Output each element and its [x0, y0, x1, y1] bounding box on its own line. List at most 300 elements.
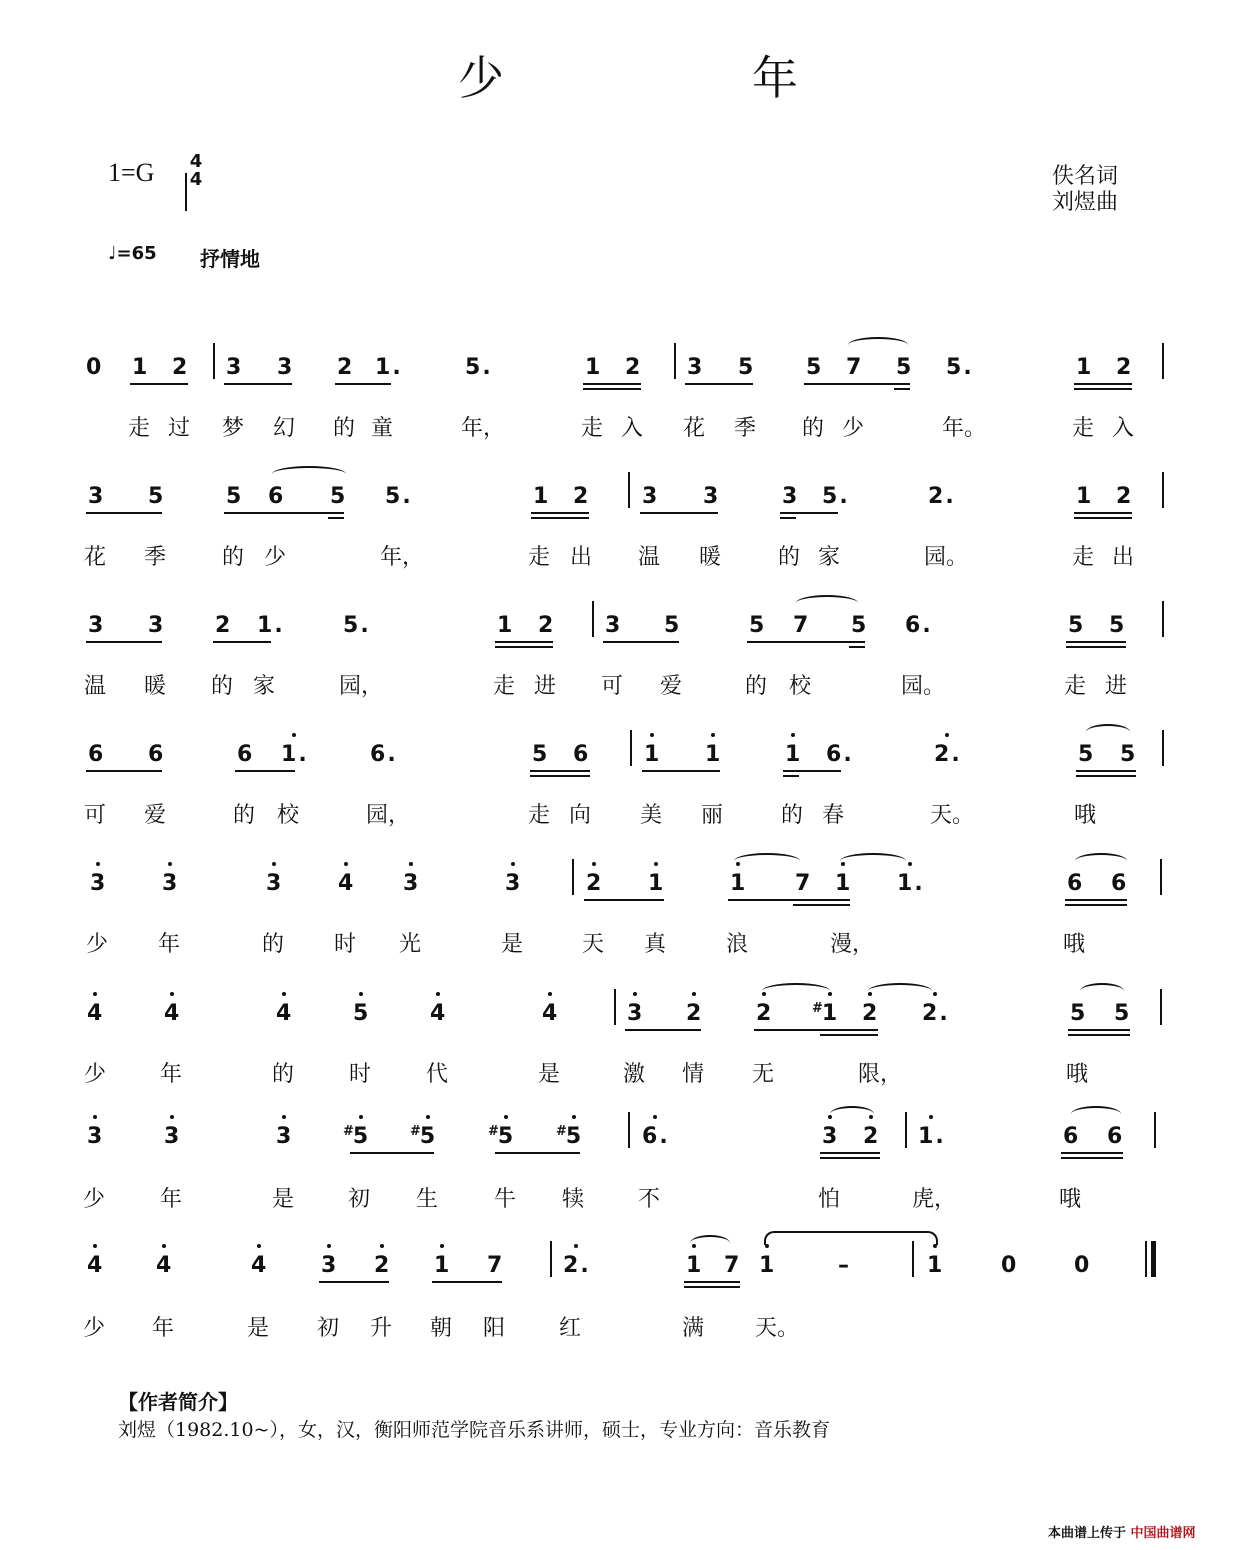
- beam: [783, 770, 841, 772]
- note: 5: [806, 355, 822, 380]
- note: 3: [403, 871, 418, 896]
- song-title: [0, 42, 1240, 112]
- note: 1: [759, 1253, 774, 1278]
- beam: [754, 1029, 878, 1031]
- beam: [350, 1152, 434, 1154]
- note: 3: [627, 1001, 642, 1026]
- lyric: 的: [272, 1062, 295, 1087]
- note: 5: [532, 742, 548, 767]
- note: 2.: [563, 1253, 589, 1278]
- beam: [603, 641, 679, 643]
- beam: [432, 1281, 502, 1283]
- lyric: 真: [644, 932, 667, 957]
- octave-dot: [436, 992, 440, 996]
- slur: [796, 595, 858, 611]
- bar-line: [1162, 343, 1164, 379]
- note: 1: [644, 742, 659, 767]
- beam: [1068, 1034, 1130, 1036]
- beam: [1065, 904, 1127, 906]
- beam: [685, 383, 753, 385]
- note: 6.: [370, 742, 396, 767]
- lyric: 少: [86, 932, 109, 957]
- lyric: 年: [158, 932, 181, 957]
- note: 6: [1111, 871, 1127, 896]
- note: 1: [533, 484, 549, 509]
- sharp-sign: #: [812, 1001, 823, 1016]
- lyric: 年。: [942, 416, 987, 441]
- bar-line: [572, 859, 574, 895]
- octave-dot: [440, 1244, 444, 1248]
- slur: [734, 853, 800, 869]
- lyric: 花: [683, 416, 706, 441]
- note: 4: [87, 1001, 102, 1026]
- about-heading: 【作者简介】: [118, 1390, 238, 1414]
- lyric: 红: [559, 1316, 582, 1341]
- beam: [1066, 646, 1126, 648]
- octave-dot: [933, 1244, 937, 1248]
- note: 1: [835, 871, 850, 896]
- lyricist-credit: 佚名词: [1052, 164, 1119, 189]
- octave-dot: [572, 1115, 576, 1119]
- note: 4: [542, 1001, 557, 1026]
- note: 7: [795, 871, 811, 896]
- note: 2.: [934, 742, 960, 767]
- slur: [1080, 983, 1124, 999]
- note: 3: [642, 484, 658, 509]
- key-signature: 1=G: [108, 158, 155, 187]
- beam: [820, 1034, 878, 1036]
- beam: [584, 899, 664, 901]
- beam: [328, 517, 344, 519]
- beam: [213, 641, 271, 643]
- lyric: 进: [534, 674, 557, 699]
- note: 2: [1116, 355, 1132, 380]
- note: 5: [226, 484, 242, 509]
- lyric: 天。: [930, 803, 975, 828]
- note: 3: [164, 1124, 179, 1149]
- octave-dot: [592, 862, 596, 866]
- octave-dot: [933, 992, 937, 996]
- beam: [319, 1281, 389, 1283]
- beam: [849, 646, 865, 648]
- note: 3: [162, 871, 177, 896]
- lyric: 走: [1072, 416, 1095, 441]
- bar-line: [1162, 601, 1164, 637]
- lyric: 园，: [366, 803, 411, 828]
- octave-dot: [282, 992, 286, 996]
- note: 5: [749, 613, 765, 638]
- credits: [1052, 164, 1118, 216]
- note: 5: [1109, 613, 1125, 638]
- bar-line: [628, 1112, 630, 1148]
- octave-dot: [380, 1244, 384, 1248]
- beam: [1074, 388, 1132, 390]
- slur: [848, 337, 908, 353]
- note: 6: [268, 484, 284, 509]
- note: # 5: [343, 1124, 368, 1149]
- beam: [820, 1152, 880, 1154]
- beam: [780, 517, 796, 519]
- lyric: 梦: [222, 416, 245, 441]
- note: 4: [430, 1001, 445, 1026]
- lyric: 少: [83, 1316, 106, 1341]
- lyric: 漫，: [830, 932, 875, 957]
- octave-dot: [633, 992, 637, 996]
- lyric: 虎，: [912, 1187, 957, 1212]
- beam: [684, 1281, 740, 1283]
- note: 1: [585, 355, 601, 380]
- note: 5.: [465, 355, 491, 380]
- lyric: 是: [538, 1062, 561, 1087]
- note: 3: [276, 1124, 291, 1149]
- note: 2.: [928, 484, 954, 509]
- note: 3: [782, 484, 798, 509]
- note: 5.: [822, 484, 848, 509]
- note: 0: [1074, 1253, 1090, 1278]
- lyric: 时: [334, 932, 357, 957]
- octave-dot: [692, 992, 696, 996]
- beam: [1061, 1157, 1123, 1159]
- bar-line: [1160, 859, 1162, 895]
- note: 6.: [905, 613, 931, 638]
- time-signature: [185, 153, 207, 189]
- lyric: 哦: [1063, 932, 1086, 957]
- note: 2: [1116, 484, 1132, 509]
- beam: [1061, 1152, 1123, 1154]
- lyric: 光: [399, 932, 422, 957]
- sharp-sign: #: [343, 1124, 354, 1139]
- note: 1: [132, 355, 148, 380]
- slur: [690, 1235, 730, 1251]
- bar-line: [628, 472, 630, 508]
- beam: [224, 383, 292, 385]
- bar-line: [912, 1241, 914, 1277]
- slur: [1075, 853, 1127, 869]
- note: 6: [237, 742, 253, 767]
- lyric: 阳: [483, 1316, 506, 1341]
- sharp-sign: #: [410, 1124, 421, 1139]
- beam: [531, 517, 589, 519]
- octave-dot: [162, 1244, 166, 1248]
- note: 3: [505, 871, 520, 896]
- note: 6.: [642, 1124, 668, 1149]
- staff-row-6: [0, 1001, 1240, 1121]
- note: # 5: [556, 1124, 581, 1149]
- time-signature-top: 4: [189, 151, 203, 172]
- note: 5: [353, 1001, 368, 1026]
- lyric: 童: [371, 416, 394, 441]
- note: 6: [88, 742, 104, 767]
- bar-line: [1162, 730, 1164, 766]
- note: 0: [1001, 1253, 1017, 1278]
- note: 2: [374, 1253, 389, 1278]
- lyric: 情: [682, 1062, 705, 1087]
- lyric: 初: [348, 1187, 371, 1212]
- beam: [583, 388, 641, 390]
- note: 1: [1076, 355, 1092, 380]
- beam: [530, 775, 590, 777]
- lyric: 年，: [461, 416, 506, 441]
- slur: [830, 1106, 874, 1122]
- slur: [868, 983, 932, 999]
- lyric: 园。: [901, 674, 946, 699]
- note: 3: [822, 1124, 837, 1149]
- lyric: 爱: [144, 803, 167, 828]
- lyric: 走: [1064, 674, 1087, 699]
- lyric: 季: [144, 545, 167, 570]
- octave-dot: [791, 733, 795, 737]
- lyric: 的: [802, 416, 825, 441]
- note: 5: [738, 355, 754, 380]
- lyric: 年: [160, 1187, 183, 1212]
- note: 1.: [375, 355, 401, 380]
- staff-row-3: [0, 613, 1240, 733]
- beam: [820, 1157, 880, 1159]
- beam: [804, 383, 910, 385]
- lyric: 时: [349, 1062, 372, 1087]
- octave-dot: [653, 1115, 657, 1119]
- note: 5: [148, 484, 164, 509]
- beam: [86, 770, 162, 772]
- lyric: 是: [501, 932, 524, 957]
- note: 3: [687, 355, 703, 380]
- beam: [495, 646, 553, 648]
- note: 5: [1114, 1001, 1130, 1026]
- octave-dot: [257, 1244, 261, 1248]
- lyric: 校: [789, 674, 812, 699]
- beam: [335, 383, 391, 385]
- lyric: 少: [842, 416, 865, 441]
- staff-row-1: [0, 355, 1240, 475]
- lyric: 可: [601, 674, 624, 699]
- note: 1: [686, 1253, 701, 1278]
- note: 3: [87, 1124, 102, 1149]
- beam: [1074, 512, 1132, 514]
- lyric: 美: [640, 803, 663, 828]
- slur: [1071, 1106, 1121, 1122]
- tempo-marking: ♩=65: [108, 243, 157, 264]
- note: 2: [215, 613, 231, 638]
- slur: [840, 853, 906, 869]
- note: 3: [90, 871, 105, 896]
- lyric: 天: [582, 932, 605, 957]
- beam: [583, 383, 641, 385]
- staff-row-5: [0, 871, 1240, 991]
- slur: [762, 983, 830, 999]
- lyric: 家: [253, 674, 276, 699]
- octave-dot: [359, 992, 363, 996]
- lyric: 的: [211, 674, 234, 699]
- beam: [728, 899, 850, 901]
- expression-marking: 抒情地: [200, 247, 260, 271]
- octave-dot: [344, 862, 348, 866]
- note: 7: [487, 1253, 503, 1278]
- beam: [625, 1029, 701, 1031]
- note: 6: [1063, 1124, 1079, 1149]
- bar-line: [592, 601, 594, 637]
- note: 3: [277, 355, 293, 380]
- note: 1.: [897, 871, 923, 896]
- lyric: 走: [528, 545, 551, 570]
- octave-dot: [96, 862, 100, 866]
- note: 7: [846, 355, 862, 380]
- beam: [224, 512, 344, 514]
- note: 5.: [385, 484, 411, 509]
- lyric: 的: [778, 545, 801, 570]
- lyric: 的: [333, 416, 356, 441]
- note: 2: [756, 1001, 771, 1026]
- lyric: 走: [128, 416, 151, 441]
- beam: [780, 512, 838, 514]
- footer-prefix: 本曲谱上传于: [1048, 1526, 1127, 1541]
- time-signature-line: [185, 173, 187, 211]
- lyric: 的: [262, 932, 285, 957]
- lyric: 出: [1112, 545, 1135, 570]
- note: 5: [1078, 742, 1094, 767]
- octave-dot: [426, 1115, 430, 1119]
- beam: [86, 641, 162, 643]
- beam: [495, 641, 553, 643]
- sharp-sign: #: [556, 1124, 567, 1139]
- note: 3: [148, 613, 164, 638]
- bar-line: [630, 730, 632, 766]
- about-text: 刘煜（1982.10~），女，汉，衡阳师范学院音乐系讲师，硕士，专业方向：音乐教育: [118, 1419, 830, 1441]
- footer: [1048, 1522, 1196, 1541]
- note: 1: [785, 742, 800, 767]
- beam: [642, 770, 720, 772]
- final-bar-thick: [1151, 1241, 1156, 1277]
- lyric: 出: [570, 545, 593, 570]
- note: 5: [1068, 613, 1084, 638]
- beam: [1066, 641, 1126, 643]
- octave-dot: [711, 733, 715, 737]
- beam: [894, 388, 910, 390]
- octave-dot: [929, 1115, 933, 1119]
- note: 6: [1107, 1124, 1123, 1149]
- octave-dot: [93, 1115, 97, 1119]
- lyric: 丽: [701, 803, 724, 828]
- staff-row-7: [0, 1124, 1240, 1244]
- note: 4: [87, 1253, 102, 1278]
- beam: [783, 775, 799, 777]
- lyric: 园，: [339, 674, 384, 699]
- lyric: 向: [569, 803, 592, 828]
- note: 3: [226, 355, 242, 380]
- note: 4: [164, 1001, 179, 1026]
- octave-dot: [282, 1115, 286, 1119]
- slur: [272, 466, 346, 482]
- lyric: 温: [638, 545, 661, 570]
- octave-dot: [409, 862, 413, 866]
- octave-dot: [650, 733, 654, 737]
- lyric: 少: [264, 545, 287, 570]
- note: 5: [1070, 1001, 1086, 1026]
- note: 6.: [826, 742, 852, 767]
- note: 3: [703, 484, 719, 509]
- octave-dot: [548, 992, 552, 996]
- note: 6: [1067, 871, 1083, 896]
- beam: [235, 770, 295, 772]
- note: # 5: [410, 1124, 435, 1149]
- note: 2: [862, 1001, 877, 1026]
- beam: [130, 383, 188, 385]
- lyric: 花: [84, 545, 107, 570]
- octave-dot: [93, 992, 97, 996]
- octave-dot: [292, 733, 296, 737]
- octave-dot: [93, 1244, 97, 1248]
- note: 3: [88, 613, 104, 638]
- note: 2: [573, 484, 589, 509]
- note: 4: [338, 871, 353, 896]
- octave-dot: [945, 733, 949, 737]
- note: # 1: [812, 1001, 837, 1026]
- time-signature-bottom: 4: [189, 169, 203, 190]
- lyric: 春: [822, 803, 845, 828]
- lyric: 入: [621, 416, 644, 441]
- note: 5: [851, 613, 867, 638]
- beam: [793, 904, 850, 906]
- lyric: 爱: [660, 674, 683, 699]
- note: 2: [863, 1124, 878, 1149]
- beam: [86, 512, 162, 514]
- beam: [1068, 1029, 1130, 1031]
- note: 2.: [922, 1001, 948, 1026]
- site-logo[interactable]: 中国曲谱网: [1130, 1526, 1196, 1541]
- note: 1: [730, 871, 745, 896]
- lyric: 哦: [1074, 803, 1097, 828]
- lyric: 过: [168, 416, 191, 441]
- lyric: 少: [84, 1062, 107, 1087]
- octave-dot: [170, 1115, 174, 1119]
- lyric: 幻: [273, 416, 296, 441]
- note: 5: [1120, 742, 1136, 767]
- note: 3: [88, 484, 104, 509]
- note: # 5: [488, 1124, 513, 1149]
- beam: [531, 512, 589, 514]
- bar-line: [550, 1241, 552, 1277]
- lyric: 季: [734, 416, 757, 441]
- lyric: 年，: [380, 545, 425, 570]
- lyric: 朝: [430, 1316, 453, 1341]
- lyric: 是: [247, 1316, 270, 1341]
- beam: [530, 770, 590, 772]
- lyric: 的: [781, 803, 804, 828]
- note: 2: [625, 355, 641, 380]
- bar-line: [213, 343, 215, 379]
- note: 1: [434, 1253, 449, 1278]
- note: 7: [724, 1253, 740, 1278]
- staff-row-4: [0, 742, 1240, 862]
- lyric: 天。: [755, 1316, 800, 1341]
- staff-row-8: [0, 1253, 1240, 1373]
- octave-dot: [170, 992, 174, 996]
- note: 2: [686, 1001, 701, 1026]
- note: 1.: [281, 742, 307, 767]
- lyric: 年: [152, 1316, 175, 1341]
- note: 2: [337, 355, 353, 380]
- note: 4: [156, 1253, 171, 1278]
- lyric: 园。: [924, 545, 969, 570]
- note: 2: [172, 355, 188, 380]
- octave-dot: [168, 862, 172, 866]
- beam: [1065, 899, 1127, 901]
- beam: [684, 1286, 740, 1288]
- lyric: 犊: [562, 1187, 585, 1212]
- lyric: 不: [638, 1187, 661, 1212]
- beam: [1074, 517, 1132, 519]
- note: 6: [148, 742, 164, 767]
- octave-dot: [511, 862, 515, 866]
